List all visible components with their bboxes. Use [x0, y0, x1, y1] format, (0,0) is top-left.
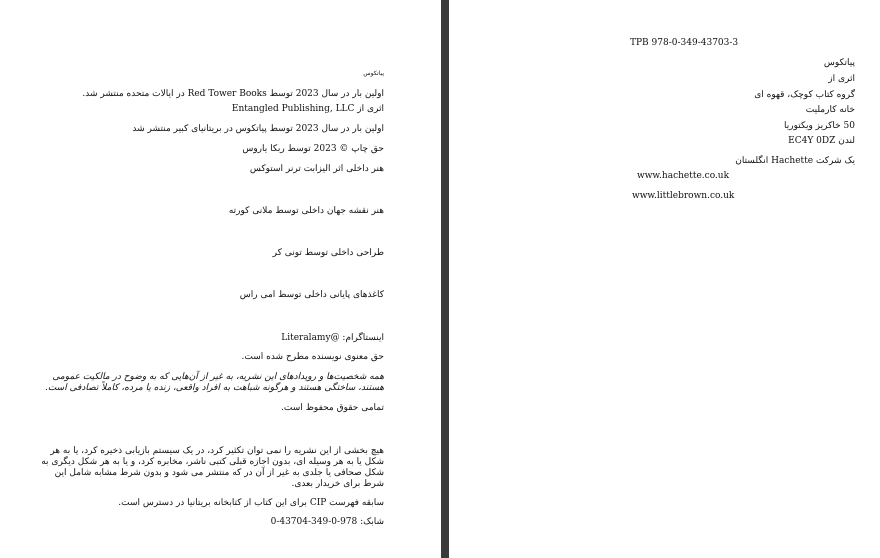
cip-record: سابقه فهرست CIP برای این کتاب از کتابخانه بریتانیا در دسترس است. [118, 498, 384, 508]
house-name: خانه کارملیت [805, 105, 855, 115]
copyright-line: حق چاپ © 2023 توسط ربکا یاروس [242, 144, 384, 154]
first-published-us: اولین بار در سال 2023 توسط Red Tower Books در ایالات متحده منتشر شد. [82, 89, 384, 99]
interior-design-credit: طراحی داخلی توسط تونی کر [272, 248, 384, 258]
right-page [449, 0, 880, 558]
moral-rights: حق معنوی نویسنده مطرح شده است. [241, 352, 384, 362]
company-line: یک شرکت Hachette انگلستان [735, 156, 855, 166]
tpb-isbn: TPB 978-0-349-43703-3 [630, 38, 739, 48]
publisher-name: پیاتکوس [823, 58, 855, 68]
publishing-group: گروه کتاب کوچک، قهوه ای [754, 90, 855, 100]
interior-map-art-credit: هنر نقشه جهان داخلی توسط ملانی کورته [228, 206, 384, 216]
all-rights-reserved: تمامی حقوق محفوظ است. [281, 403, 384, 413]
isbn-line: شابک: 978-0-349-43704-0 [270, 517, 384, 527]
reproduction-notice: هیچ بخشی از این نشریه را نمی توان تکثیر کرد، در یک سیستم بازیابی ذخیره کرد، یا به هر شکل یا به هر وسیله ای، بدون اجازه قبلی کتبی ناشر، مخابره کرد، و یا به هر شکل دیگری به شکل صحافی یا جلدی به غیر از آن در که منتشر می شود و بدون شرط مشابه شامل این شرط برای خریدار بعدی. [41, 446, 384, 489]
website-hachette: www.hachette.co.uk [637, 171, 730, 181]
first-published-uk: اولین بار در سال 2023 توسط پیاتکوس در بریتانیای کبیر منتشر شد [132, 124, 384, 134]
fiction-disclaimer: همه شخصیت‌ها و رویدادهای این نشریه، به غیر از آن‌هایی که به وضوح در مالکیت عمومی هستند، ساختگی هستند و هرگونه شباهت به افراد واقعی، زنده یا مرده، کاملاً تصادفی است. [44, 372, 384, 393]
instagram-handle: اینستاگرام: @Literalamy [281, 333, 384, 343]
city-postcode: لندن EC4Y 0DZ [788, 136, 855, 146]
interior-alphabet-art-credit: هنر داخلی اثر الیزابت ترنر استوکس [249, 164, 384, 174]
imprint-of-label: اثری از [828, 74, 855, 84]
street-address: 50 خاکریز ویکتوریا [784, 121, 855, 131]
publisher-small-label: پیاتکوس [363, 70, 384, 77]
imprint-of-entangled: اثری از Entangled Publishing, LLC [231, 104, 384, 114]
endpapers-credit: کاغذهای پایانی داخلی توسط امی راس [239, 290, 384, 300]
book-spine [441, 0, 449, 558]
website-littlebrown: www.littlebrown.co.uk [632, 191, 735, 201]
